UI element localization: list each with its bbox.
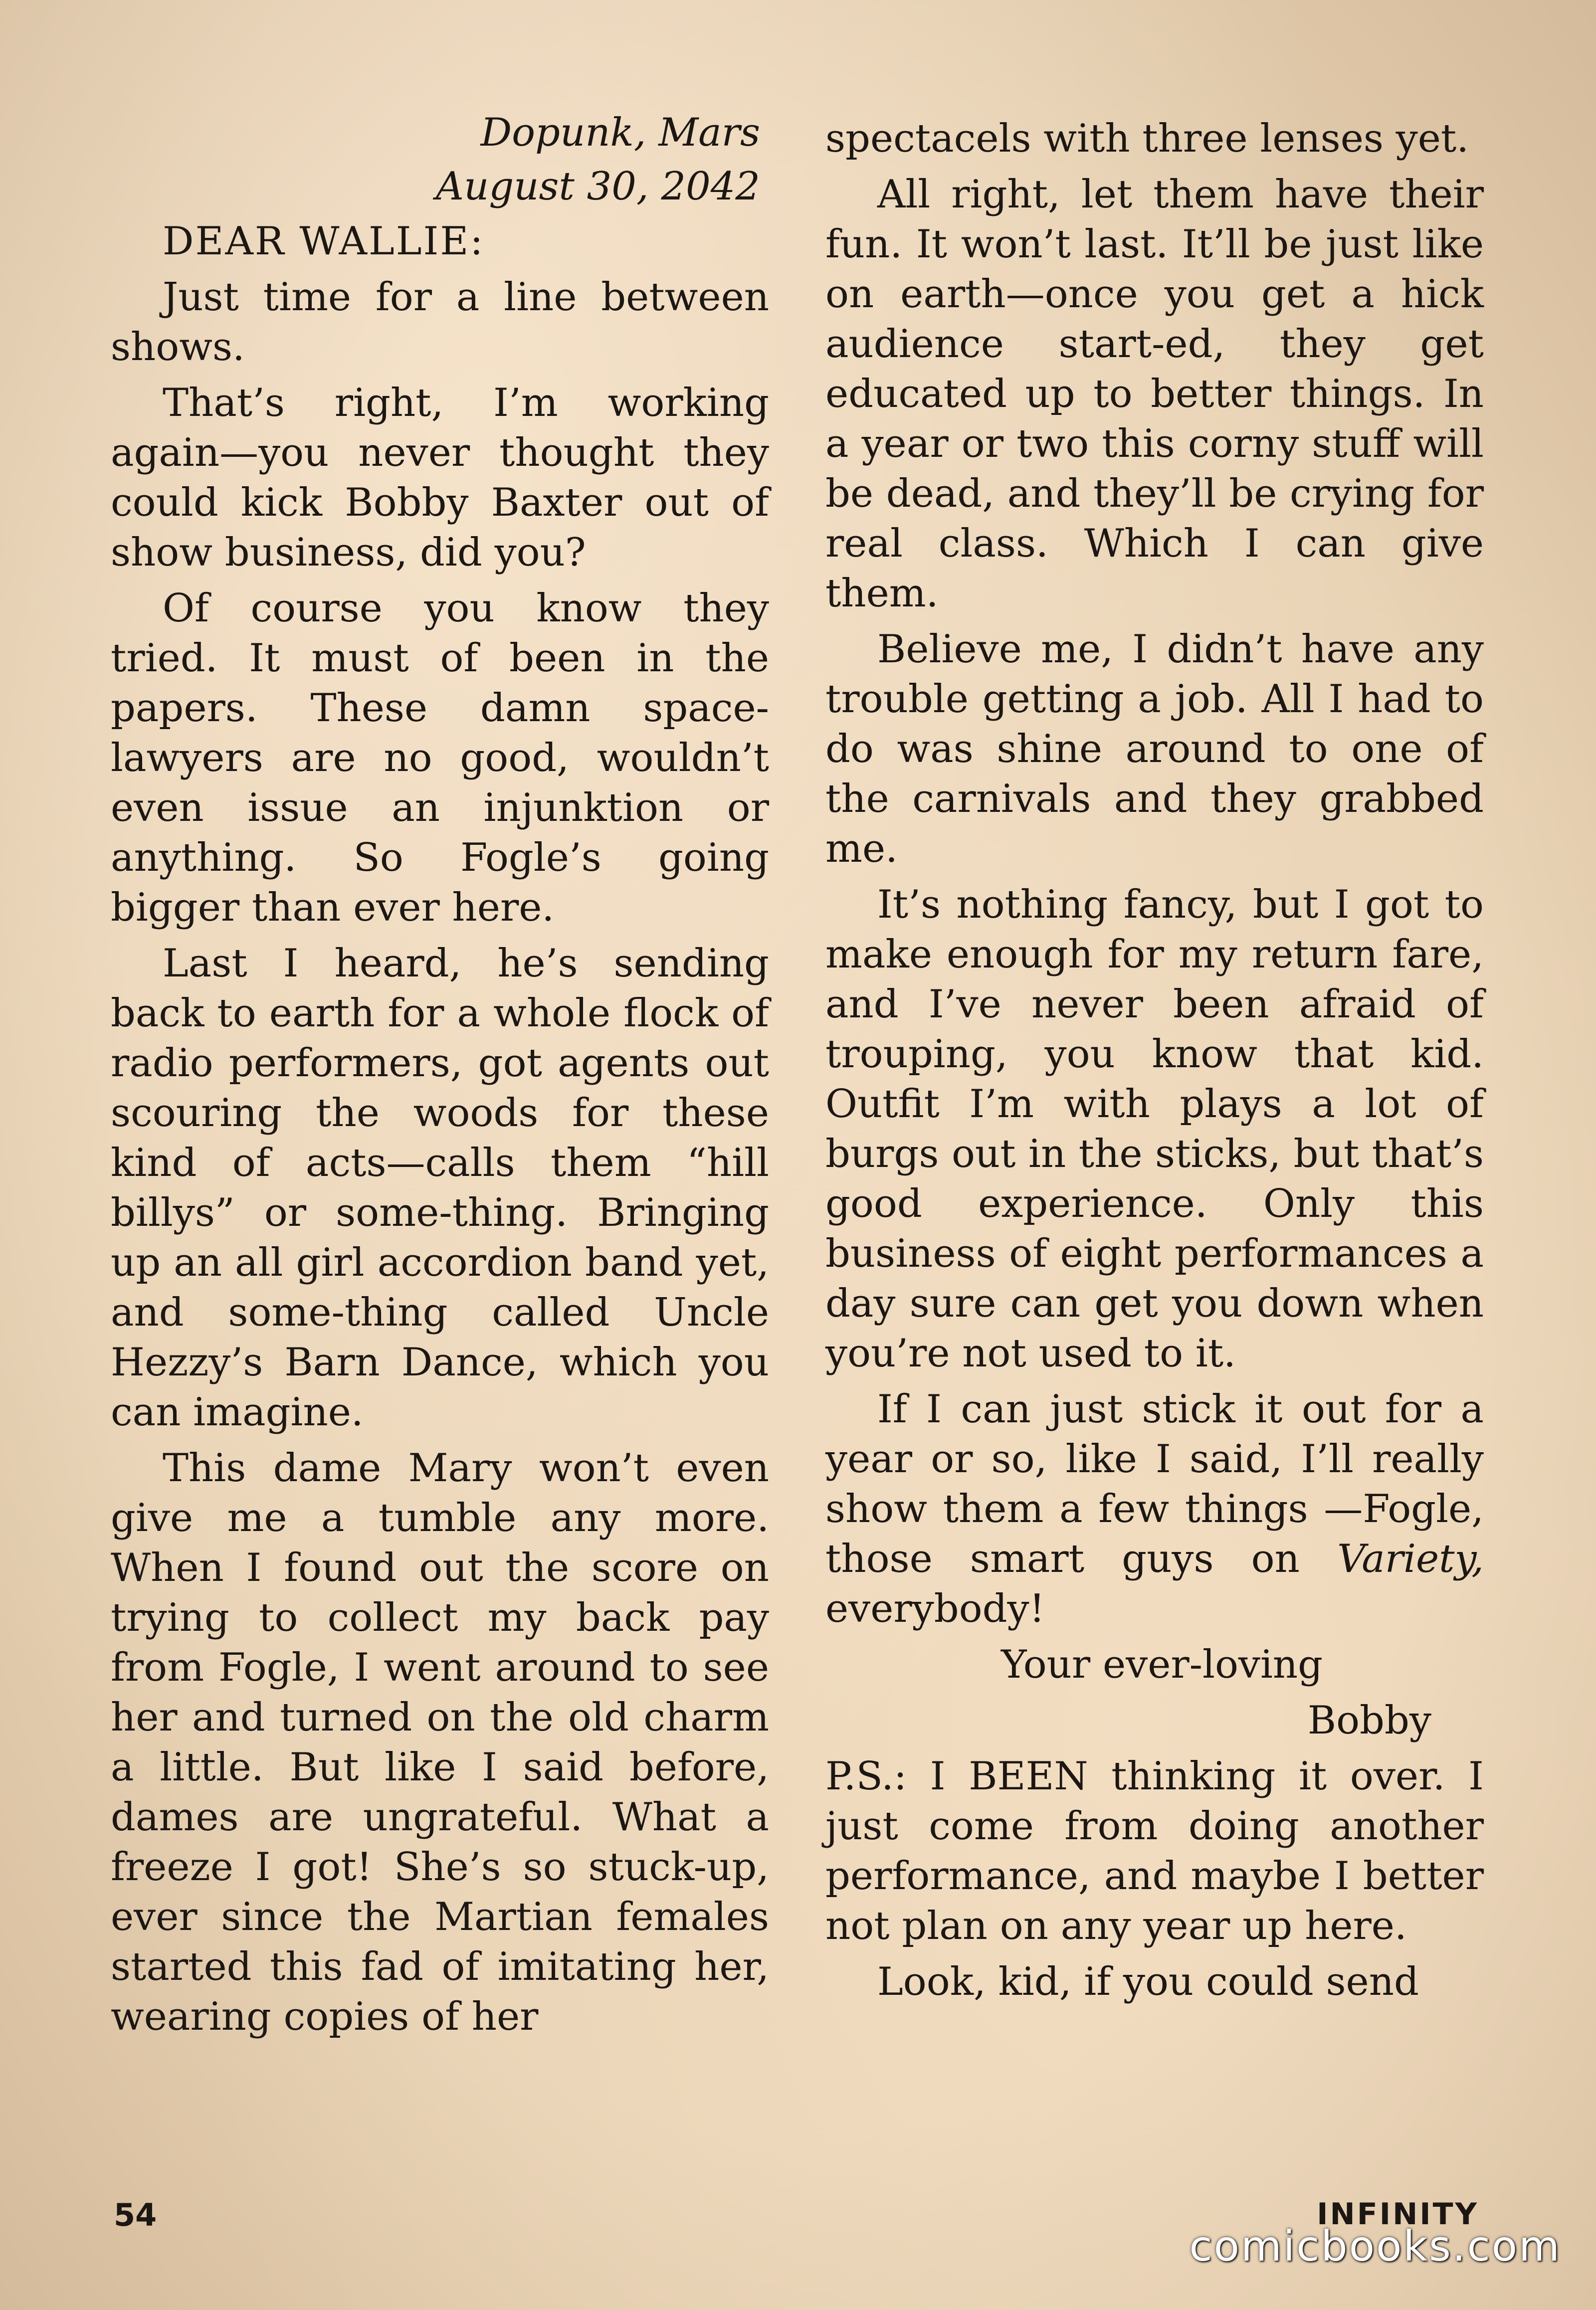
magazine-title: INFINITY: [1317, 2197, 1479, 2232]
last-paragraph-text: If I can just stick it out for a year or so, like I said, I’ll really show them a few things —Fogle, those smart guys on: [825, 1387, 1484, 1581]
salutation: DEAR WALLIE:: [163, 219, 485, 264]
left-column: [111, 109, 769, 2048]
paragraph: All right, let them have their fun. It won’t last. It’ll be just like on earth—once you get a hick audience start-ed, they get educated up to better things. In a year or two this corny stuff will be dead, and they’ll be crying for real class. Which I can give them.: [825, 172, 1484, 616]
last-paragraph-end: everybody!: [825, 1586, 1045, 1631]
signature: Bobby: [1307, 1698, 1431, 1743]
paragraph: Of course you know they tried. It must of been in the papers. These damn space-lawyers are no good, wouldn’t even issue an injunktion or anything. So Fogle’s going bigger than ever here.: [111, 586, 769, 930]
paragraph: Last I heard, he’s sending back to earth for a whole flock of radio performers, got agents out scouring the woods for these kind of acts—calls them “hill billys” or some-thing. Bringing up an all girl accordion band yet, and some-thing called Uncle Hezzy’s Barn Dance, which you can imagine.: [111, 941, 769, 1435]
closing-line: Your ever-loving: [1001, 1642, 1323, 1687]
paragraph: That’s right, I’m working again—you never thought they could kick Bobby Baxter out of show business, did you?: [111, 381, 769, 575]
paragraph: Believe me, I didn’t have any trouble getting a job. All I had to do was shine around to one of the carnivals and they grabbed me.: [825, 627, 1484, 871]
paragraph-last: [825, 1384, 1484, 1634]
paragraph: This dame Mary won’t even give me a tumble any more. When I found out the score on trying to collect my back pay from Fogle, I went around to see her and turned on the old charm a little. But like I said before, dames are ungrateful. What a freeze I got! She’s so stuck-up, ever since the Martian females started this fad of imitating her, wearing copies of her: [111, 1446, 769, 2039]
paragraph: It’s nothing fancy, but I got to make enough for my return fare, and I’ve never been afraid of trouping, you know that kid. Outfit I’m with plays a lot of burgs out in the sticks, but that’s good experience. Only this business of eight performances a day sure can get you down when you’re not used to it.: [825, 882, 1484, 1376]
right-column: [825, 114, 1484, 2013]
watermark: comicbooks.com: [1189, 2222, 1561, 2271]
paragraph: Just time for a line between shows.: [111, 275, 769, 370]
dateline-place: Dopunk, Mars: [480, 110, 760, 155]
postscript: P.S.: I BEEN thinking it over. I just come from doing another performance, and maybe I better not plan on any year up here.: [825, 1754, 1484, 1948]
variety-italic: Variety,: [1337, 1537, 1484, 1581]
paragraph-continuation: spectacels with three lenses yet.: [825, 116, 1469, 161]
dateline-date: August 30, 2042: [435, 164, 760, 209]
paragraph-final: Look, kid, if you could send: [877, 1959, 1419, 2004]
page-number: 54: [114, 2197, 157, 2233]
